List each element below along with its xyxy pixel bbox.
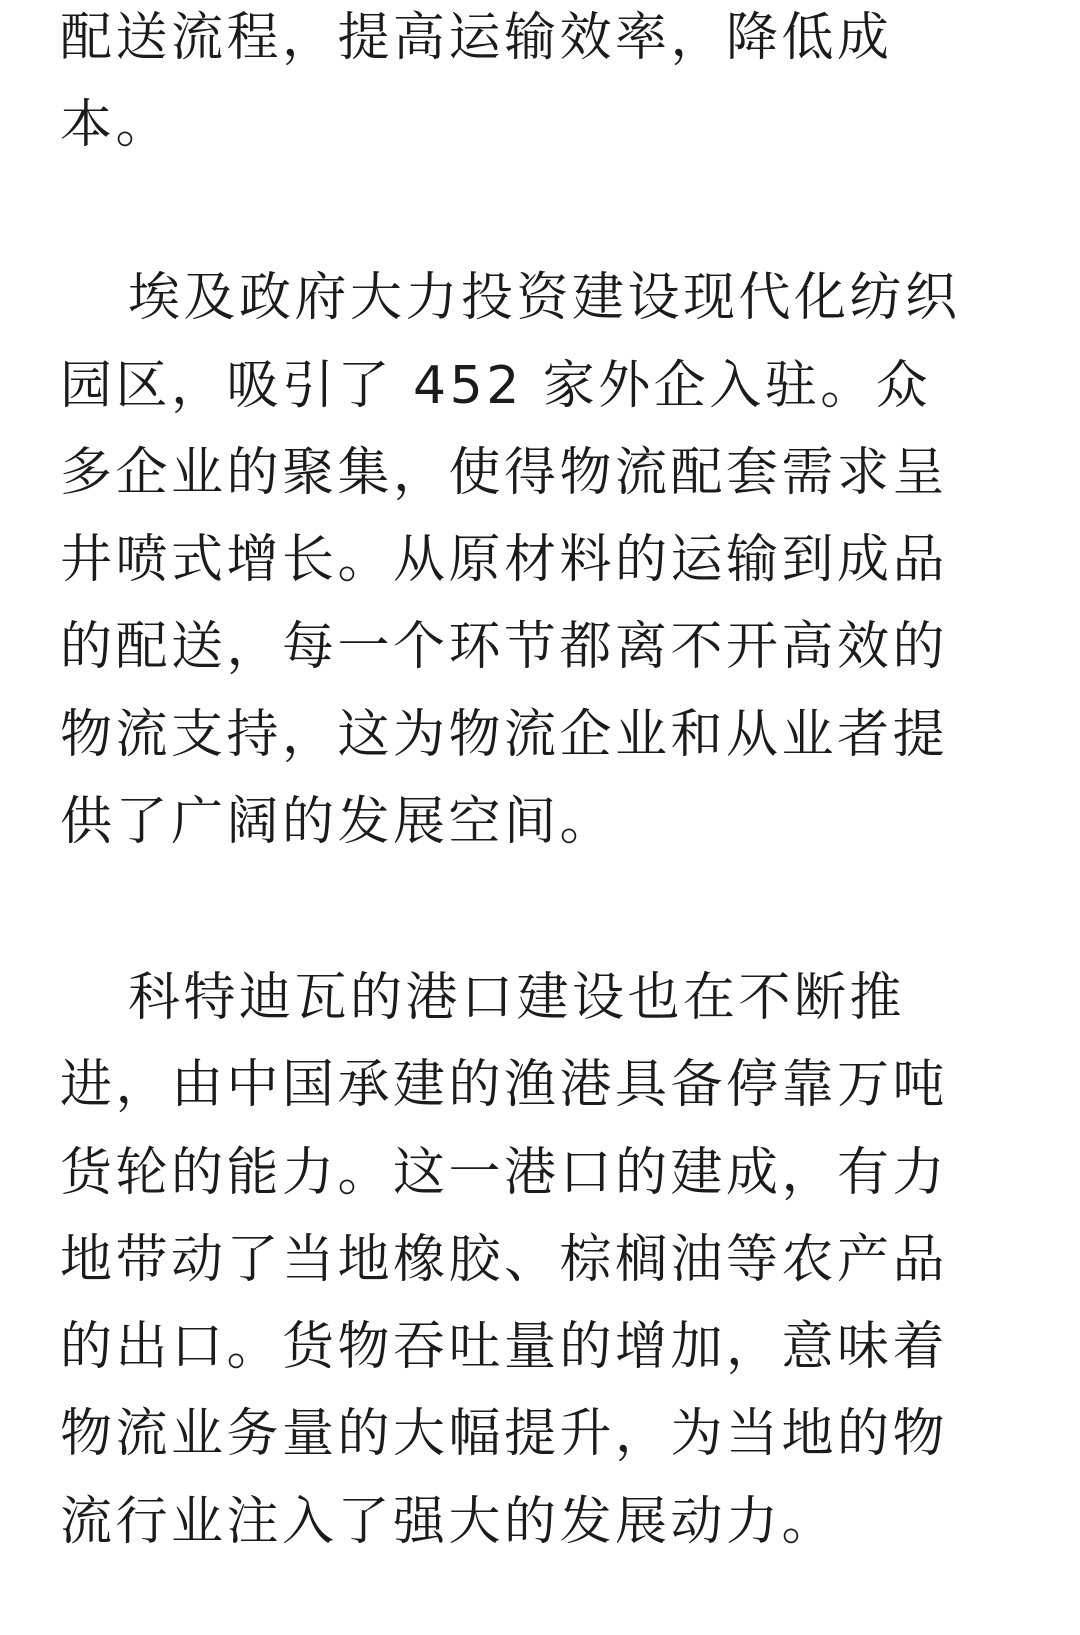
paragraph-2-line-6: 物流支持，这为物流企业和从业者提 <box>60 705 949 765</box>
paragraph-1-line-2: 本。 <box>60 95 172 155</box>
paragraph-1-line-1: 配送流程，提高运输效率，降低成 <box>60 8 893 68</box>
paragraph-3-line-4: 地带动了当地橡胶、棕榈油等农产品 <box>60 1230 949 1290</box>
paragraph-3-line-6: 物流业务量的大幅提升，为当地的物 <box>60 1404 949 1464</box>
paragraph-2-line-5: 的配送，每一个环节都离不开高效的 <box>60 617 949 677</box>
paragraph-2-line-4: 井喷式增长。从原材料的运输到成品 <box>60 530 949 590</box>
paragraph-3-line-7: 流行业注入了强大的发展动力。 <box>60 1492 838 1552</box>
paragraph-2-line-3: 多企业的聚集，使得物流配套需求呈 <box>60 443 949 503</box>
paragraph-2-line-1: 埃及政府大力投资建设现代化纺织 <box>128 268 961 328</box>
paragraph-3-line-5: 的出口。货物吞吐量的增加，意味着 <box>60 1317 949 1377</box>
paragraph-3-line-2: 进，由中国承建的渔港具备停靠万吨 <box>60 1055 949 1115</box>
paragraph-3-line-3: 货轮的能力。这一港口的建成，有力 <box>60 1143 949 1203</box>
paragraph-2-line-7: 供了广阔的发展空间。 <box>60 792 616 852</box>
paragraph-3-line-1: 科特迪瓦的港口建设也在不断推 <box>128 968 906 1028</box>
paragraph-2-line-2: 园区，吸引了 452 家外企入驻。众 <box>60 356 932 416</box>
